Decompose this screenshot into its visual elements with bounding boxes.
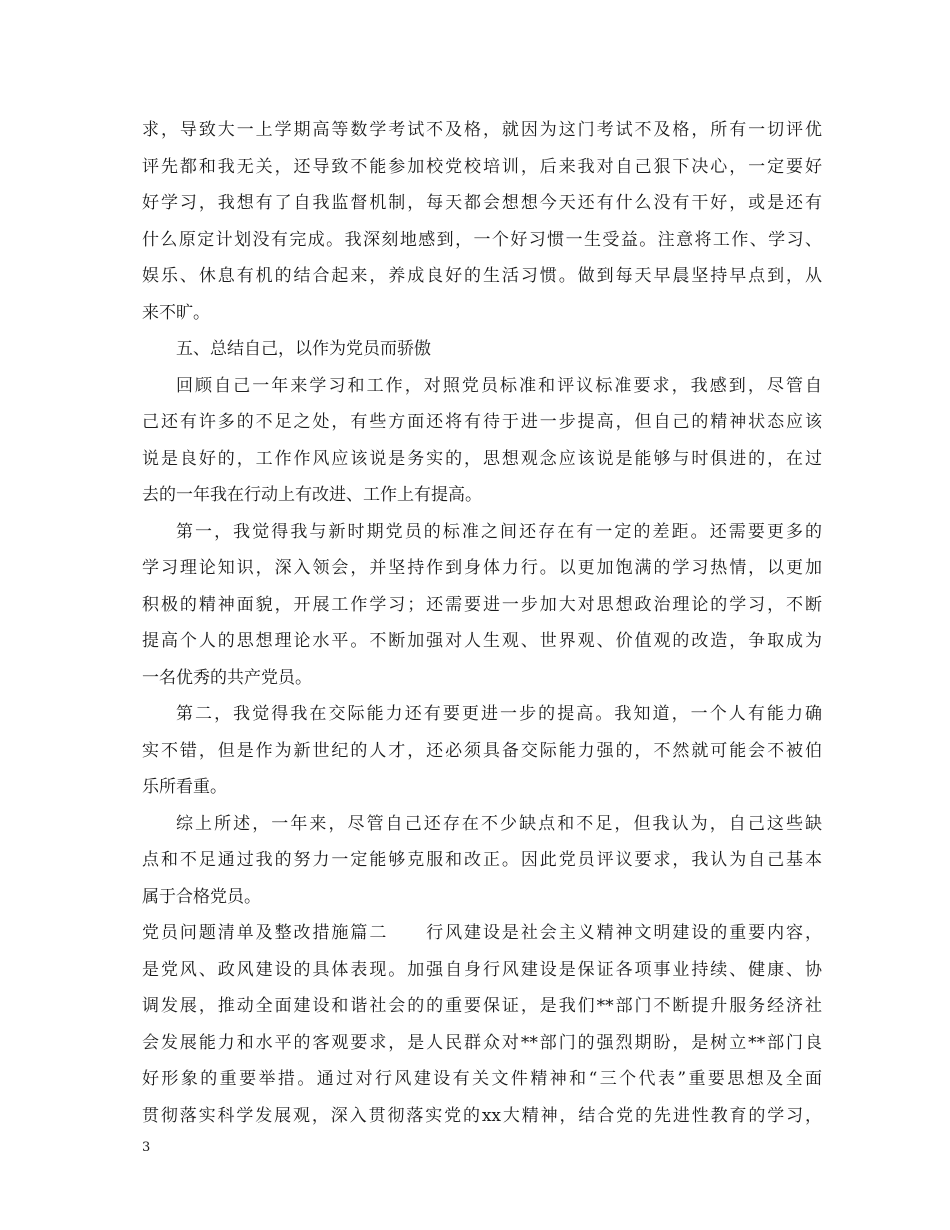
body-text-line: 一名优秀的共产党员。 <box>142 668 312 688</box>
body-text-line: 好形象的重要举措。通过对行风建设有关文件精神和“三个代表”重要思想及全面 <box>142 1069 822 1089</box>
body-text-line: 什么原定计划没有完成。我深刻地感到，一个好习惯一生受益。注意将工作、学习、 <box>142 230 822 250</box>
body-text-line: 第一，我觉得我与新时期党员的标准之间还存在有一定的差距。还需要更多的 <box>176 522 822 542</box>
body-text-line: 积极的精神面貌，开展工作学习；还需要进一步加大对思想政治理论的学习，不断 <box>142 595 822 615</box>
body-text-line: 来不旷。 <box>142 303 210 323</box>
body-text-line: 第二，我觉得我在交际能力还有要更进一步的提高。我知道，一个人有能力确 <box>176 704 822 724</box>
body-text-line: 好学习，我想有了自我监督机制，每天都会想想今天还有什么没有干好，或是还有 <box>142 193 822 213</box>
body-text-line: 娱乐、休息有机的结合起来，养成良好的生活习惯。做到每天早晨坚持早点到，从 <box>142 266 822 286</box>
page-number: 3 <box>142 1140 151 1155</box>
body-text-line: 回顾自己一年来学习和工作，对照党员标准和评议标准要求，我感到，尽管自 <box>176 376 822 396</box>
body-text-line: 属于合格党员。 <box>142 887 261 907</box>
body-text-line: 评先都和我无关，还导致不能参加校党校培训，后来我对自己狠下决心，一定要好 <box>142 157 822 177</box>
body-text-line: 学习理论知识，深入领会，并坚持作到身体力行。以更加饱满的学习热情，以更加 <box>142 558 822 578</box>
section-heading-line: 党员问题清单及整改措施篇二 行风建设是社会主义精神文明建设的重要内容， <box>142 923 822 943</box>
body-text-line: 综上所述，一年来，尽管自己还存在不少缺点和不足，但我认为，自己这些缺 <box>176 814 822 834</box>
body-text-line: 点和不足通过我的努力一定能够克服和改正。因此党员评议要求，我认为自己基本 <box>142 850 822 870</box>
body-text-line: 提高个人的思想理论水平。不断加强对人生观、世界观、价值观的改造，争取成为 <box>142 631 822 651</box>
section-heading: 五、总结自己，以作为党员而骄傲 <box>176 339 431 359</box>
body-text-line: 调发展，推动全面建设和谐社会的的重要保证，是我们**部门不断提升服务经济社 <box>142 996 822 1016</box>
body-text-line: 乐所看重。 <box>142 777 227 797</box>
body-text-line: 是党风、政风建设的具体表现。加强自身行风建设是保证各项事业持续、健康、协 <box>142 960 822 980</box>
body-text-line: 说是良好的，工作作风应该说是务实的，思想观念应该说是能够与时俱进的，在过 <box>142 449 822 469</box>
body-text-line: 己还有许多的不足之处，有些方面还将有待于进一步提高，但自己的精神状态应该 <box>142 412 822 432</box>
body-text-line: 贯彻落实科学发展观，深入贯彻落实党的xx大精神，结合党的先进性教育的学习， <box>142 1106 822 1126</box>
body-text-line: 会发展能力和水平的客观要求，是人民群众对**部门的强烈期盼，是树立**部门良 <box>142 1033 822 1053</box>
body-text-line: 去的一年我在行动上有改进、工作上有提高。 <box>142 485 482 505</box>
body-text-line: 实不错，但是作为新世纪的人才，还必须具备交际能力强的，不然就可能会不被伯 <box>142 741 822 761</box>
body-text-line: 求，导致大一上学期高等数学考试不及格，就因为这门考试不及格，所有一切评优 <box>142 120 822 140</box>
